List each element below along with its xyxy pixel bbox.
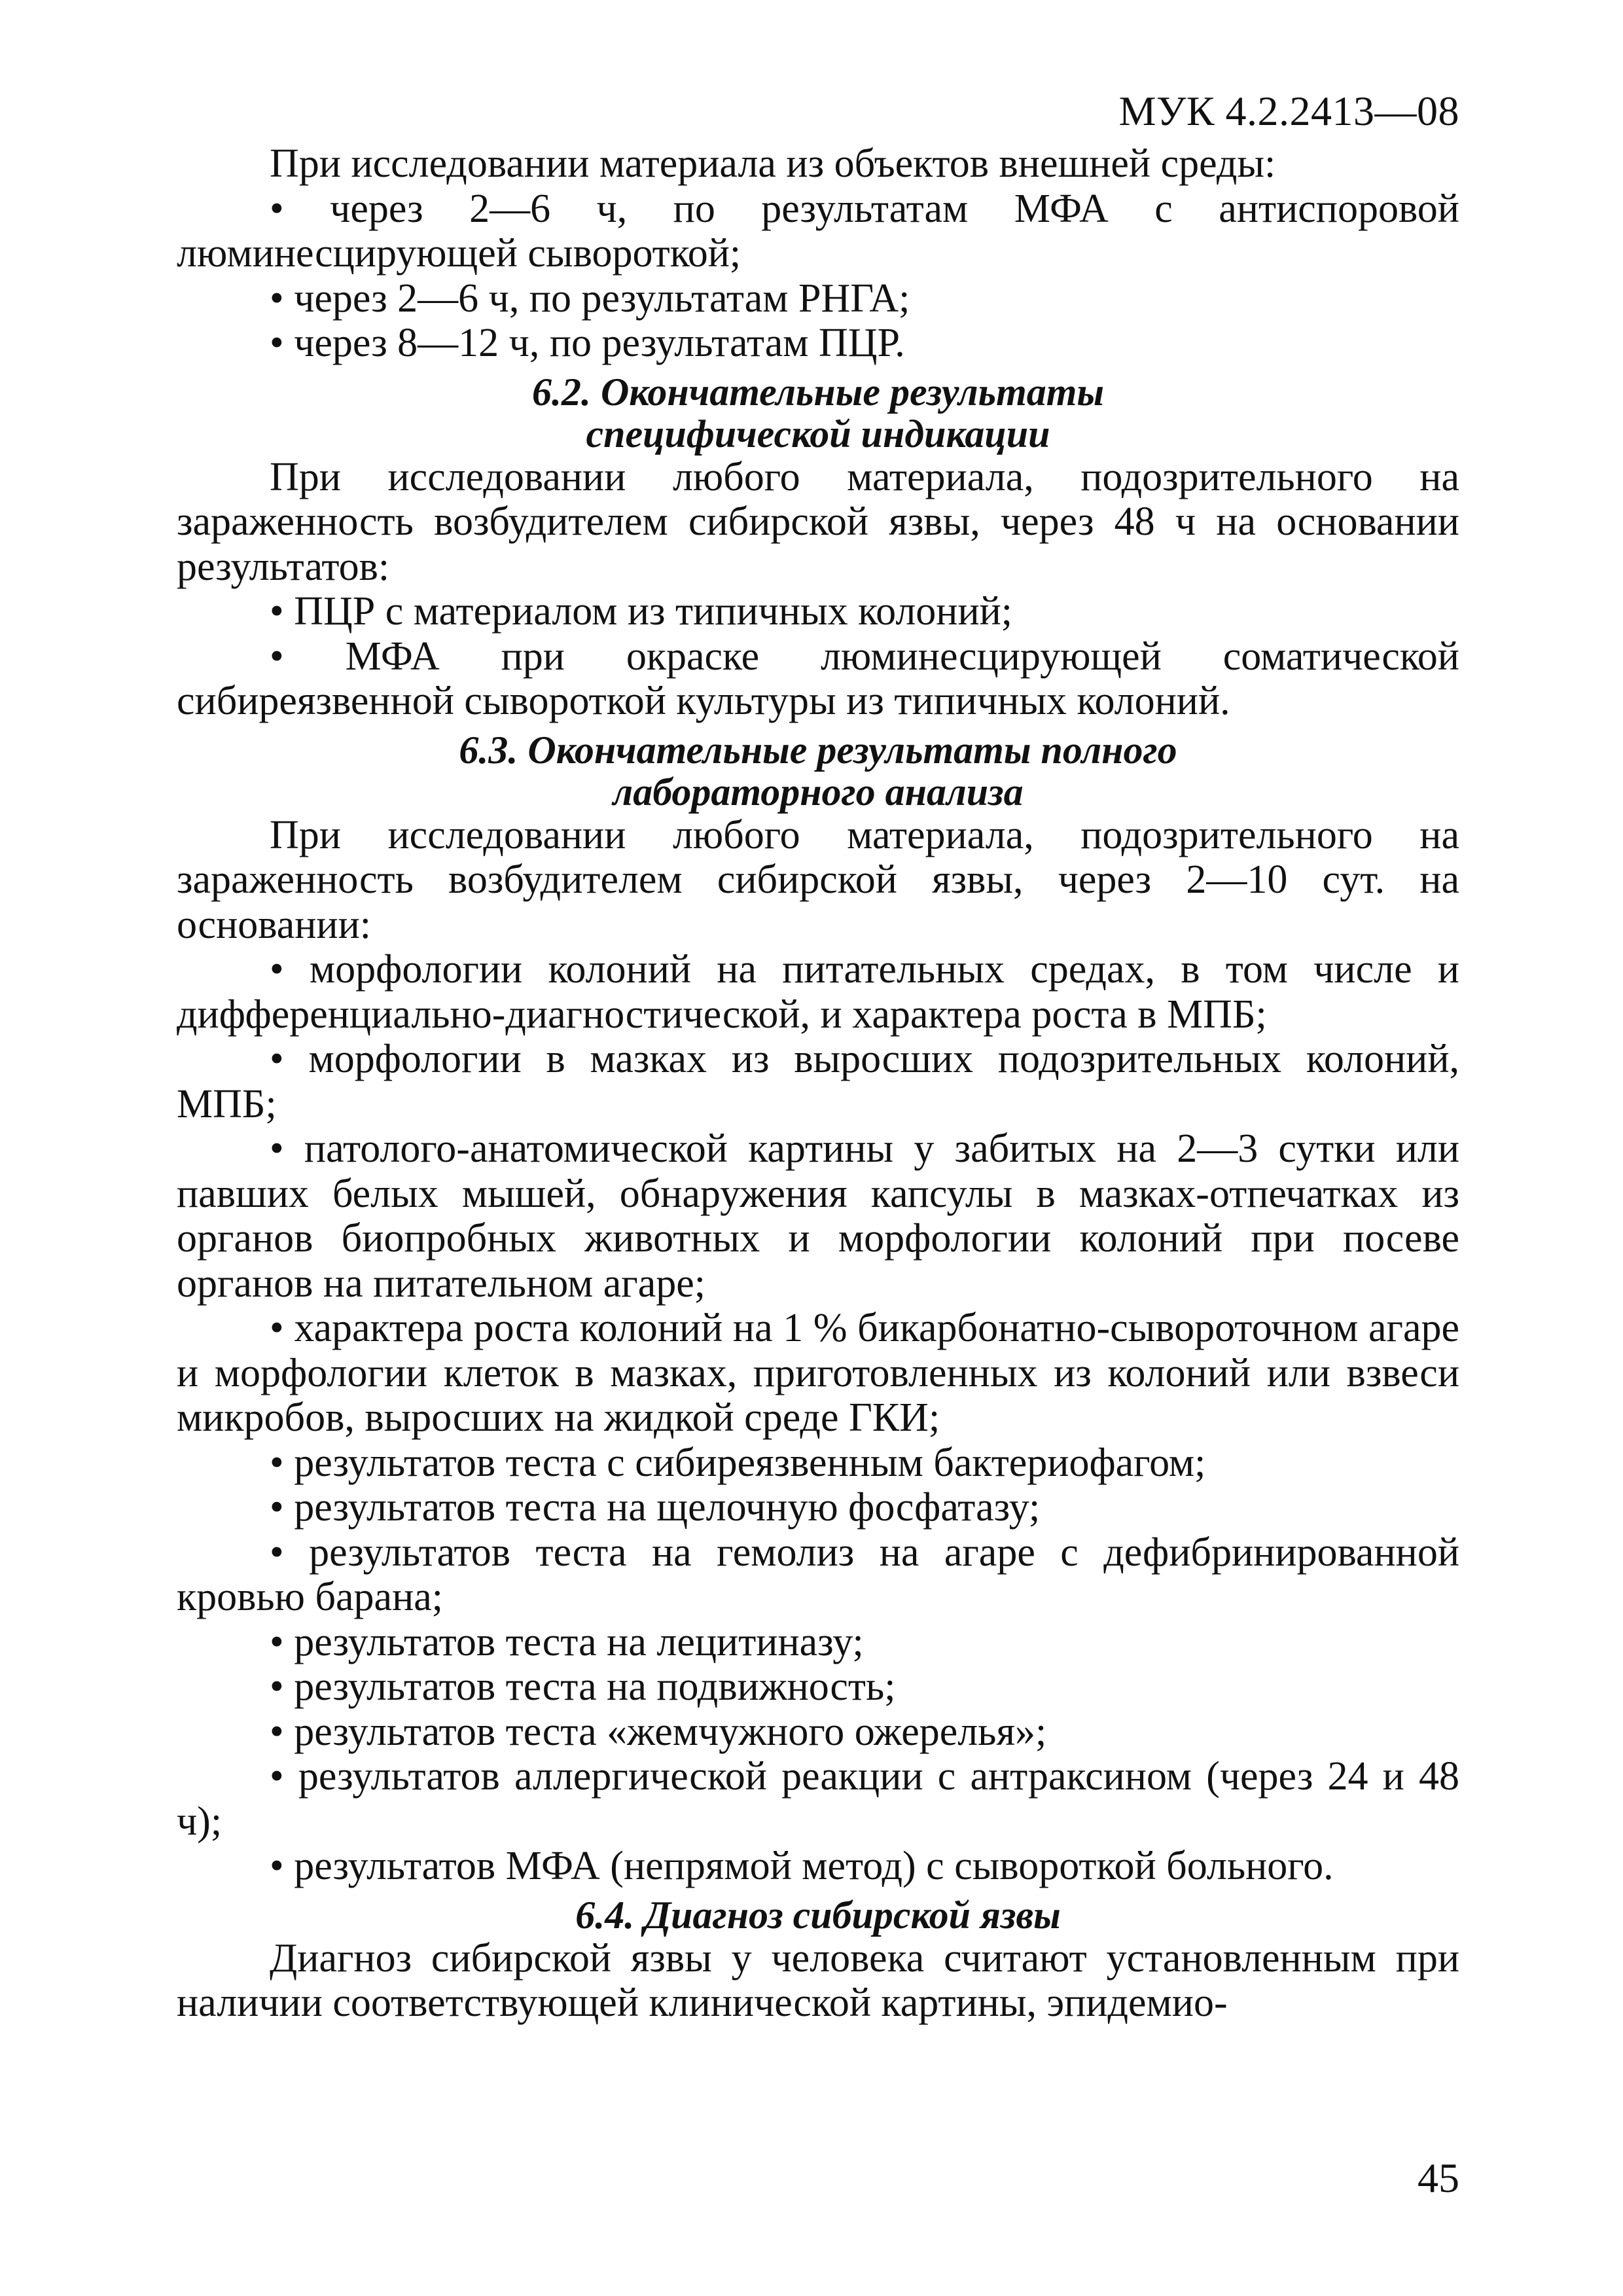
document-page [177, 85, 1459, 2245]
section-6-3-bullet: • патолого-анатомической картины у забитых на 2—3 сутки или павших белых мышей, обнаружения капсулы в мазках-отпечатках из органов биопробных животных и морфологии колоний при посеве органов на питательном агаре; [177, 1126, 1459, 1306]
page-number: 45 [1418, 2155, 1459, 2201]
section-6-3-bullet: • результатов теста «жемчужного ожерелья»; [177, 1710, 1459, 1755]
section-6-3-bullet: • результатов аллергической реакции с антраксином (через 24 и 48 ч); [177, 1754, 1459, 1844]
section-6-3-bullet: • морфологии в мазках из выросших подозрительных колоний, МПБ; [177, 1037, 1459, 1126]
section-6-2-heading-line2: специфической индикации [586, 412, 1050, 456]
section-6-2-heading-line1: 6.2. Окончательные результаты [531, 370, 1105, 414]
section-6-3-bullet: • характера роста колоний на 1 % бикарбонатно-сывороточном агаре и морфологии клеток в мазках, приготовленных из колоний или взвеси микробов, выросших на жидкой среде ГКИ; [177, 1306, 1459, 1441]
section-6-2-bullet: • ПЦР с материалом из типичных колоний; [177, 589, 1459, 634]
section-6-4-heading: 6.4. Диагноз сибирской язвы [575, 1893, 1061, 1937]
document-code-header: МУК 4.2.2413—08 [1118, 88, 1459, 134]
intro-bullet: • через 2—6 ч, по результатам МФА с антиспоровой люминесцирующей сывороткой; [177, 187, 1459, 276]
section-6-3-bullet: • результатов МФА (непрямой метод) с сывороткой больного. [177, 1844, 1459, 1889]
section-6-3-bullet: • результатов теста на щелочную фосфатазу; [177, 1485, 1459, 1530]
intro-bullet: • через 8—12 ч, по результатам ПЦР. [177, 321, 1459, 366]
section-6-3-bullet: • результатов теста на подвижность; [177, 1664, 1459, 1710]
intro-bullet: • через 2—6 ч, по результатам РНГА; [177, 276, 1459, 321]
intro-lead: При исследовании материала из объектов внешней среды: [270, 141, 1276, 186]
section-6-3-bullet: • морфологии колоний на питательных средах, в том числе и дифференциально-диагностической, и характера роста в МПБ; [177, 947, 1459, 1037]
document-body [177, 141, 1459, 2026]
section-6-3-bullet: • результатов теста с сибиреязвенным бактериофагом; [177, 1441, 1459, 1486]
section-6-3-bullet: • результатов теста на гемолиз на агаре с дефибринированной кровью барана; [177, 1530, 1459, 1620]
section-6-3-lead: При исследовании любого материала, подозрительного на зараженность возбудителем сибирской язвы, через 2—10 сут. на основании: [177, 812, 1459, 947]
section-6-2-heading [177, 371, 1459, 455]
section-6-3-heading-line2: лабораторного анализа [613, 770, 1024, 814]
section-6-2-bullet: • МФА при окраске люминесцирующей соматической сибиреязвенной сывороткой культуры из типичных колоний. [177, 634, 1459, 724]
section-6-4-text: Диагноз сибирской язвы у человека считают установленным при наличии соответствующей клинической картины, эпидемио- [177, 1935, 1459, 2025]
section-6-3-heading [177, 729, 1459, 813]
section-6-2-lead: При исследовании любого материала, подозрительного на зараженность возбудителем сибирской язвы, через 48 ч на основании результатов: [177, 454, 1459, 589]
section-6-3-heading-line1: 6.3. Окончательные результаты полного [459, 728, 1177, 772]
section-6-3-bullet: • результатов теста на лецитиназу; [177, 1620, 1459, 1665]
